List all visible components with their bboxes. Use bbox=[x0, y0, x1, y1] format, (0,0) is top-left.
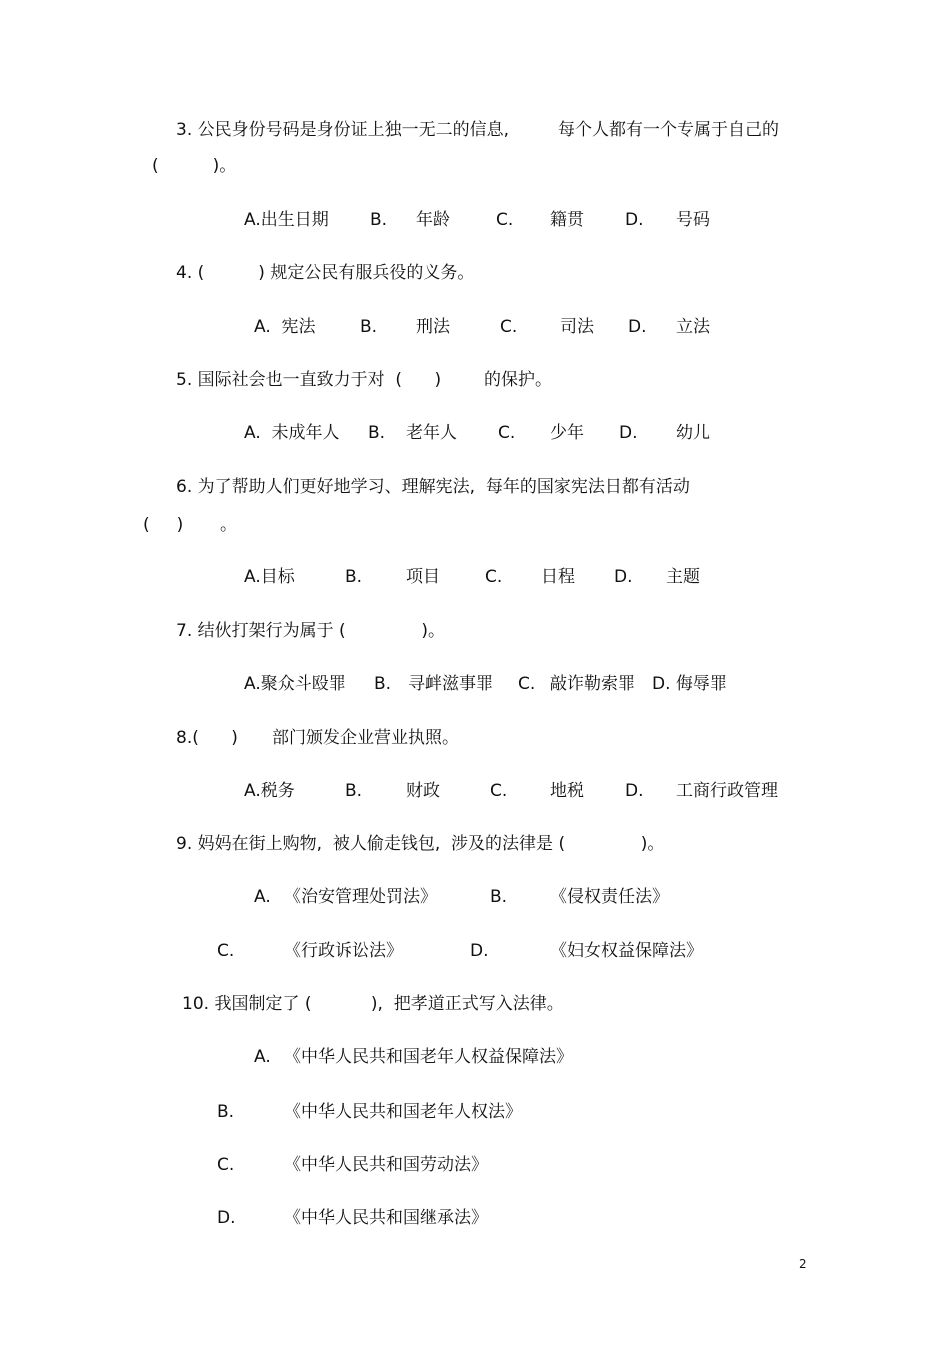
q9-option-a-letter: A. bbox=[254, 887, 271, 907]
q4-option-d-text: 立法 bbox=[676, 317, 710, 337]
q5-stem: 5. 国际社会也一直致力于对 ( ) bbox=[176, 370, 442, 390]
q6-option-d-letter: D. bbox=[614, 567, 633, 587]
q10-option-d-letter: D. bbox=[217, 1208, 236, 1228]
q9-option-a-text: 《治安管理处罚法》 bbox=[284, 887, 437, 907]
q4-option-c-letter: C. bbox=[500, 317, 518, 337]
q3-stem-line1-cont: 每个人都有一个专属于自己的 bbox=[558, 120, 779, 140]
q10-option-b-letter: B. bbox=[217, 1102, 235, 1122]
q10-option-b-text: 《中华人民共和国老年人权法》 bbox=[284, 1102, 522, 1122]
q4-option-b-letter: B. bbox=[360, 317, 378, 337]
q5-option-c-letter: C. bbox=[498, 423, 516, 443]
q5-option-d-text: 幼儿 bbox=[676, 423, 710, 443]
q4-option-c-text: 司法 bbox=[560, 317, 594, 337]
q5-stem-cont: 的保护。 bbox=[484, 370, 552, 390]
q6-stem-line2: ( ) bbox=[143, 515, 184, 535]
q8-option-d-letter: D. bbox=[625, 781, 644, 801]
q8-option-b-letter: B. bbox=[345, 781, 363, 801]
q4-option-d-letter: D. bbox=[628, 317, 647, 337]
q4-option-b-text: 刑法 bbox=[416, 317, 450, 337]
q10-option-c-letter: C. bbox=[217, 1155, 235, 1175]
q4-option-a: A. 宪法 bbox=[254, 317, 316, 337]
q9-option-b-text: 《侵权责任法》 bbox=[550, 887, 669, 907]
q7-option-b-text: 寻衅滋事罪 bbox=[408, 674, 493, 694]
q8-option-a: A.税务 bbox=[244, 781, 295, 801]
q8-stem-cont: 部门颁发企业营业执照。 bbox=[272, 728, 459, 748]
q6-stem-line2-end: 。 bbox=[220, 515, 237, 535]
q10-option-a-letter: A. bbox=[254, 1047, 271, 1067]
q7-option-c-text: 敲诈勒索罪 bbox=[550, 674, 635, 694]
q3-stem-line2: ( )。 bbox=[152, 156, 237, 176]
q6-option-c-letter: C. bbox=[485, 567, 503, 587]
q5-option-c-text: 少年 bbox=[550, 423, 584, 443]
q7-stem: 7. 结伙打架行为属于 ( )。 bbox=[176, 621, 445, 641]
q8-option-c-letter: C. bbox=[490, 781, 508, 801]
q9-option-d-text: 《妇女权益保障法》 bbox=[550, 941, 703, 961]
q6-option-a: A.目标 bbox=[244, 567, 295, 587]
q9-option-c-text: 《行政诉讼法》 bbox=[284, 941, 403, 961]
q5-option-d-letter: D. bbox=[619, 423, 638, 443]
q4-stem: 4. ( ) 规定公民有服兵役的义务。 bbox=[176, 263, 475, 283]
q6-stem-line1: 6. 为了帮助人们更好地学习、理解宪法, 每年的国家宪法日都有活动 bbox=[176, 477, 690, 497]
q8-stem: 8.( ) bbox=[176, 728, 238, 748]
q8-option-b-text: 财政 bbox=[406, 781, 440, 801]
q5-option-b-text: 老年人 bbox=[406, 423, 457, 443]
q6-option-b-letter: B. bbox=[345, 567, 363, 587]
q7-option-c-letter: C. bbox=[518, 674, 536, 694]
q3-option-b-text: 年龄 bbox=[416, 210, 450, 230]
q3-option-c-text: 籍贯 bbox=[550, 210, 584, 230]
q6-option-b-text: 项目 bbox=[406, 567, 440, 587]
q10-stem: 10. 我国制定了 ( ), 把孝道正式写入法律。 bbox=[182, 994, 564, 1014]
q5-option-b-letter: B. bbox=[368, 423, 386, 443]
q3-stem-line1: 3. 公民身份号码是身份证上独一无二的信息, bbox=[176, 120, 510, 140]
q3-option-d-letter: D. bbox=[625, 210, 644, 230]
q5-option-a: A. 未成年人 bbox=[244, 423, 340, 443]
q6-option-d-text: 主题 bbox=[666, 567, 700, 587]
q8-option-d-text: 工商行政管理 bbox=[676, 781, 778, 801]
q7-option-b-letter: B. bbox=[374, 674, 392, 694]
q9-option-b-letter: B. bbox=[490, 887, 508, 907]
q3-option-d-text: 号码 bbox=[676, 210, 710, 230]
q9-stem: 9. 妈妈在街上购物, 被人偷走钱包, 涉及的法律是 ( )。 bbox=[176, 834, 665, 854]
page-number: 2 bbox=[799, 1257, 807, 1271]
q9-option-d-letter: D. bbox=[470, 941, 489, 961]
q3-option-c-letter: C. bbox=[496, 210, 514, 230]
q10-option-d-text: 《中华人民共和国继承法》 bbox=[284, 1208, 488, 1228]
q7-option-a: A.聚众斗殴罪 bbox=[244, 674, 346, 694]
q3-option-b-letter: B. bbox=[370, 210, 388, 230]
q10-option-a-text: 《中华人民共和国老年人权益保障法》 bbox=[284, 1047, 573, 1067]
q10-option-c-text: 《中华人民共和国劳动法》 bbox=[284, 1155, 488, 1175]
q3-option-a: A.出生日期 bbox=[244, 210, 329, 230]
q8-option-c-text: 地税 bbox=[550, 781, 584, 801]
q7-option-d: D. 侮辱罪 bbox=[652, 674, 727, 694]
q6-option-c-text: 日程 bbox=[541, 567, 575, 587]
q9-option-c-letter: C. bbox=[217, 941, 235, 961]
